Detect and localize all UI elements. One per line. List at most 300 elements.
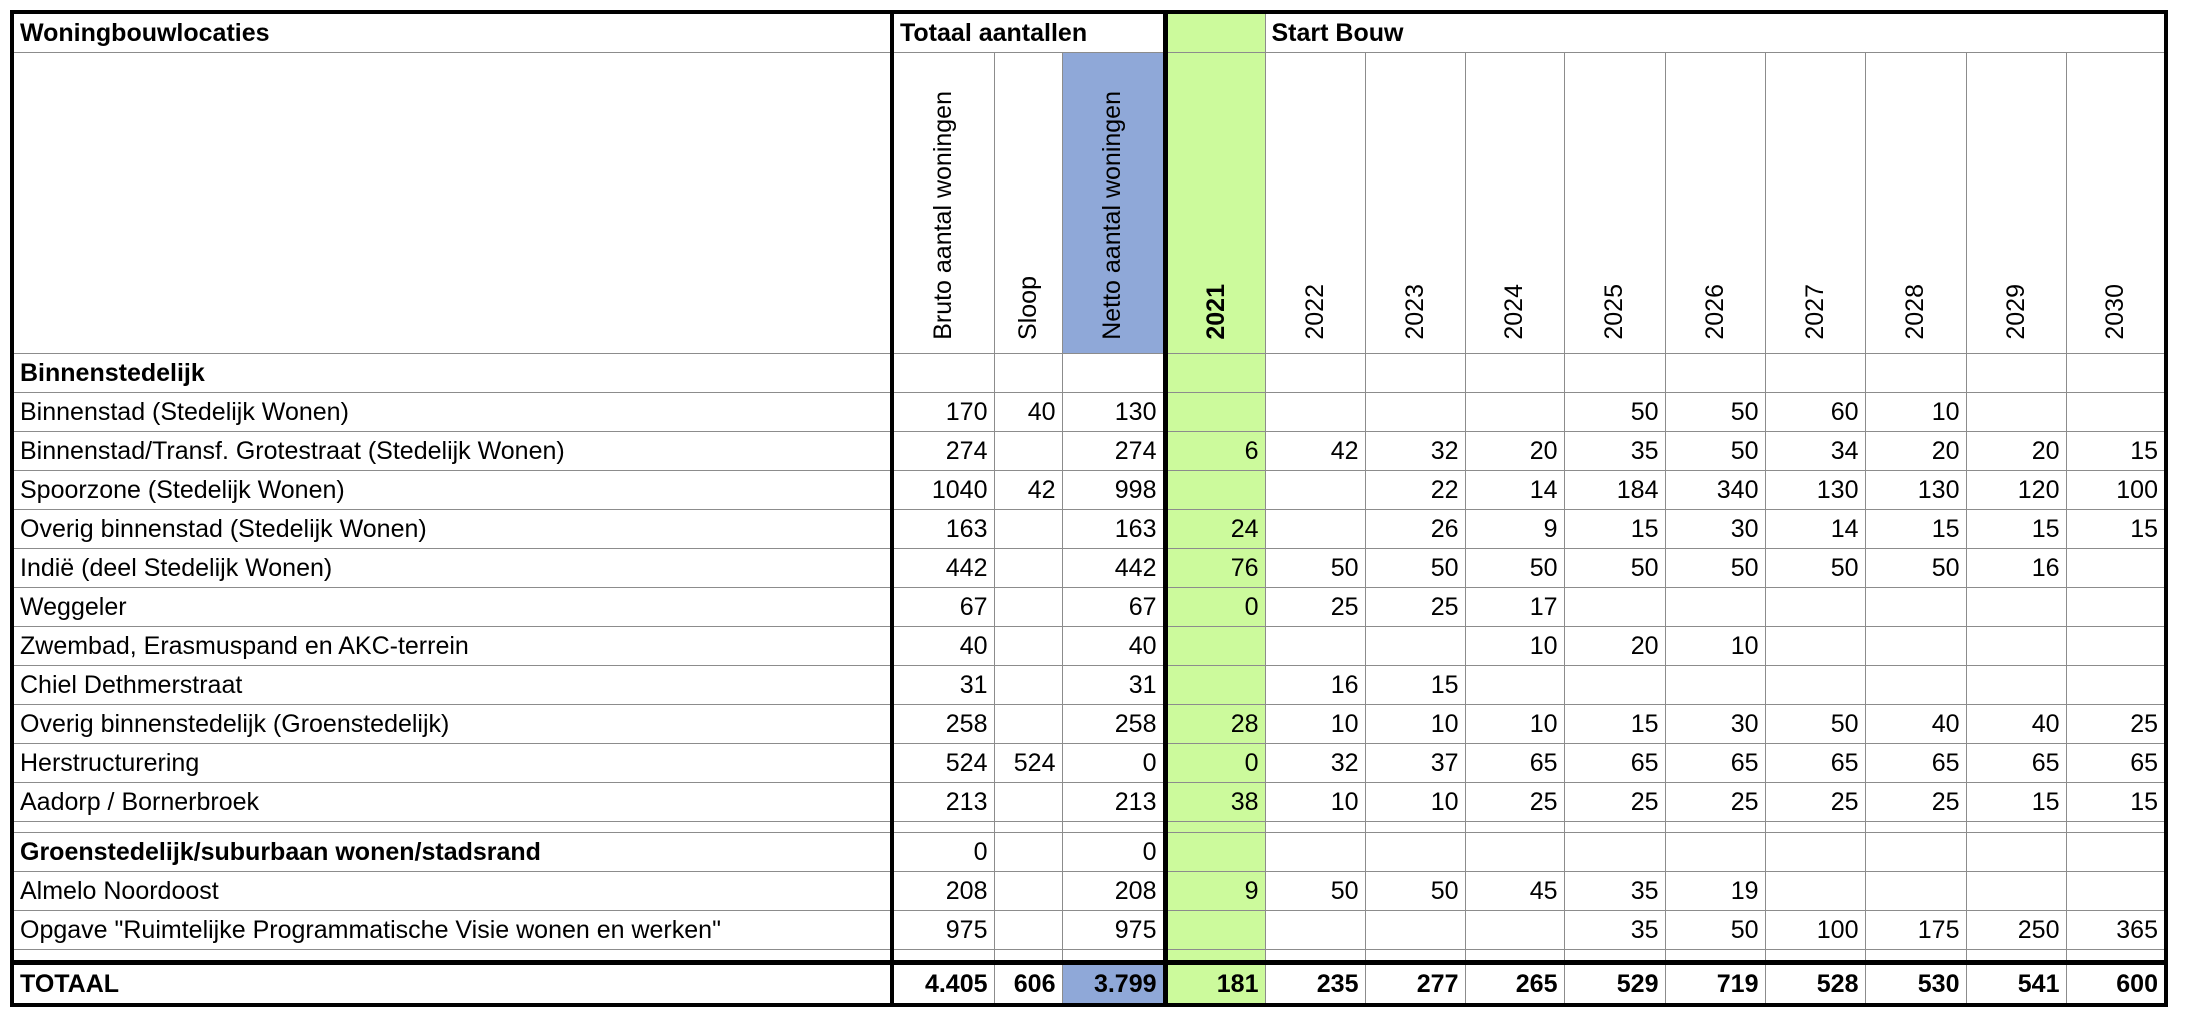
empty-cell	[1365, 950, 1465, 963]
col-year-header	[1765, 53, 1865, 354]
year-value	[1265, 471, 1365, 510]
bruto-value: 40	[892, 627, 994, 666]
netto-value: 40	[1062, 627, 1165, 666]
year-value	[1665, 588, 1765, 627]
bruto-value: 1040	[892, 471, 994, 510]
col-netto-header	[1062, 53, 1165, 354]
year-value	[2066, 588, 2166, 627]
year-value: 25	[1665, 783, 1765, 822]
year-value: 15	[1564, 705, 1665, 744]
table-row	[12, 432, 2166, 471]
year-value: 28	[1165, 705, 1265, 744]
year-value: 16	[1265, 666, 1365, 705]
year-value: 719	[1665, 963, 1765, 1006]
year-value: 16	[1966, 549, 2066, 588]
year-value: 181	[1165, 963, 1265, 1006]
col-bruto-label: Bruto aantal woningen	[929, 91, 958, 340]
year-value: 50	[1665, 393, 1765, 432]
year-value: 50	[1665, 549, 1765, 588]
year-value	[1665, 666, 1765, 705]
empty-cell	[994, 822, 1062, 833]
year-value: 15	[2066, 432, 2166, 471]
year-value: 15	[1365, 666, 1465, 705]
year-value: 15	[1966, 783, 2066, 822]
empty-cell	[1365, 354, 1465, 393]
empty-cell	[994, 950, 1062, 963]
year-value: 25	[2066, 705, 2166, 744]
year-value	[1966, 393, 2066, 432]
table-row	[12, 471, 2166, 510]
year-value: 34	[1765, 432, 1865, 471]
empty-cell	[12, 950, 892, 963]
col-year-header	[1966, 53, 2066, 354]
year-value: 529	[1564, 963, 1665, 1006]
housing-table	[10, 10, 2168, 1007]
empty-cell	[892, 950, 994, 963]
sloop-value	[994, 432, 1062, 471]
year-value: 30	[1665, 510, 1765, 549]
section-total	[12, 963, 2166, 1006]
year-value	[1265, 627, 1365, 666]
year-value: 20	[1564, 627, 1665, 666]
year-label: 2026	[1700, 284, 1729, 340]
year-value: 541	[1966, 963, 2066, 1006]
table-row	[12, 705, 2166, 744]
empty-cell	[892, 822, 994, 833]
empty-cell	[1265, 354, 1365, 393]
year-value: 26	[1365, 510, 1465, 549]
year-value: 22	[1365, 471, 1465, 510]
netto-value: 442	[1062, 549, 1165, 588]
year-value: 50	[1365, 549, 1465, 588]
empty-cell	[2066, 950, 2166, 963]
empty-cell	[1265, 822, 1365, 833]
empty-cell	[1265, 833, 1365, 872]
year-value: 24	[1165, 510, 1265, 549]
year-value: 45	[1465, 872, 1564, 911]
year-value: 40	[1865, 705, 1966, 744]
year-value: 9	[1465, 510, 1564, 549]
sloop-value: 42	[994, 471, 1062, 510]
year-value: 50	[1665, 911, 1765, 950]
netto-value: 130	[1062, 393, 1165, 432]
empty-cell	[1564, 833, 1665, 872]
row-label: Herstructurering	[12, 744, 892, 783]
empty-cell	[1365, 822, 1465, 833]
netto-value: 31	[1062, 666, 1165, 705]
empty-cell	[2066, 833, 2166, 872]
bruto-value: 4.405	[892, 963, 994, 1006]
netto-value: 0	[1062, 833, 1165, 872]
year-value: 65	[1465, 744, 1564, 783]
year-value	[1564, 588, 1665, 627]
year-value	[1165, 666, 1265, 705]
row-label: Zwembad, Erasmuspand en AKC-terrein	[12, 627, 892, 666]
netto-value: 0	[1062, 744, 1165, 783]
year-value	[1966, 872, 2066, 911]
year-value: 100	[2066, 471, 2166, 510]
bruto-value: 524	[892, 744, 994, 783]
year-value: 10	[1365, 783, 1465, 822]
year-value	[1966, 627, 2066, 666]
sloop-value	[994, 510, 1062, 549]
empty-cell	[1564, 950, 1665, 963]
year-value: 10	[1365, 705, 1465, 744]
year-value: 32	[1365, 432, 1465, 471]
table-row	[12, 783, 2166, 822]
year-value: 25	[1865, 783, 1966, 822]
year-value: 528	[1765, 963, 1865, 1006]
year-value	[1765, 627, 1865, 666]
year-value	[2066, 627, 2166, 666]
year-value	[1165, 393, 1265, 432]
year-label: 2029	[2001, 284, 2030, 340]
year-value: 184	[1564, 471, 1665, 510]
year-value	[1265, 911, 1365, 950]
empty-cell	[1265, 950, 1365, 963]
bruto-value: 442	[892, 549, 994, 588]
bruto-value: 163	[892, 510, 994, 549]
col-year-header	[1665, 53, 1765, 354]
bruto-value: 274	[892, 432, 994, 471]
year-value: 25	[1465, 783, 1564, 822]
empty-cell	[1765, 950, 1865, 963]
empty-cell	[1165, 354, 1265, 393]
bruto-value: 975	[892, 911, 994, 950]
year-value: 130	[1765, 471, 1865, 510]
empty-cell	[2066, 354, 2166, 393]
year-value: 14	[1465, 471, 1564, 510]
year-value	[1765, 588, 1865, 627]
sloop-value: 524	[994, 744, 1062, 783]
year-value: 50	[1265, 872, 1365, 911]
year-value	[1966, 588, 2066, 627]
netto-value: 3.799	[1062, 963, 1165, 1006]
year-value: 235	[1265, 963, 1365, 1006]
empty-cell	[1665, 833, 1765, 872]
row-label: Weggeler	[12, 588, 892, 627]
year-value: 0	[1165, 588, 1265, 627]
year-value	[1865, 872, 1966, 911]
year-value	[2066, 393, 2166, 432]
table-row	[12, 911, 2166, 950]
col-bruto-header	[892, 53, 994, 354]
header-totals: Totaal aantallen	[892, 12, 1165, 53]
empty-cell	[1765, 354, 1865, 393]
empty-cell	[1165, 833, 1265, 872]
year-value: 25	[1365, 588, 1465, 627]
year-value: 30	[1665, 705, 1765, 744]
year-value: 15	[1564, 510, 1665, 549]
year-value: 265	[1465, 963, 1564, 1006]
table-row	[12, 872, 2166, 911]
year-value	[1365, 911, 1465, 950]
col-year-header	[1265, 53, 1365, 354]
netto-value: 208	[1062, 872, 1165, 911]
empty-cell	[1564, 822, 1665, 833]
year-value: 277	[1365, 963, 1465, 1006]
year-value	[1365, 393, 1465, 432]
section-binnenstedelijk	[12, 354, 2166, 833]
empty-cell	[1966, 354, 2066, 393]
year-value: 15	[1865, 510, 1966, 549]
bruto-value: 0	[892, 833, 994, 872]
sloop-value	[994, 549, 1062, 588]
col-netto-label: Netto aantal woningen	[1098, 91, 1126, 340]
year-label: 2027	[1800, 284, 1829, 340]
year-value: 20	[1966, 432, 2066, 471]
year-value: 14	[1765, 510, 1865, 549]
year-value: 42	[1265, 432, 1365, 471]
table-row	[12, 744, 2166, 783]
col-year-header	[2066, 53, 2166, 354]
year-value: 100	[1765, 911, 1865, 950]
col-year-header	[1564, 53, 1665, 354]
empty-cell	[1665, 354, 1765, 393]
year-value	[2066, 872, 2166, 911]
empty-cell	[1062, 354, 1165, 393]
year-value: 530	[1865, 963, 1966, 1006]
sloop-value	[994, 872, 1062, 911]
year-value	[2066, 549, 2166, 588]
sloop-value	[994, 666, 1062, 705]
col-year-header	[1865, 53, 1966, 354]
year-value: 50	[1765, 705, 1865, 744]
year-value: 10	[1465, 705, 1564, 744]
empty-cell	[1465, 950, 1564, 963]
year-value: 50	[1564, 393, 1665, 432]
section-groenstedelijk	[12, 833, 2166, 963]
year-label: 2023	[1400, 284, 1429, 340]
header-locations: Woningbouwlocaties	[12, 12, 892, 53]
bruto-value: 67	[892, 588, 994, 627]
table-row	[12, 588, 2166, 627]
year-value: 65	[2066, 744, 2166, 783]
empty-cell	[1765, 833, 1865, 872]
row-label: Binnenstad/Transf. Grotestraat (Stedelijk Wonen)	[12, 432, 892, 471]
section-heading-row	[12, 833, 2166, 872]
year-value: 65	[1765, 744, 1865, 783]
year-value	[1165, 627, 1265, 666]
row-label: Almelo Noordoost	[12, 872, 892, 911]
year-value: 50	[1365, 872, 1465, 911]
sloop-value: 40	[994, 393, 1062, 432]
table-row	[12, 666, 2166, 705]
year-value: 76	[1165, 549, 1265, 588]
table-row	[12, 510, 2166, 549]
empty-cell	[1465, 354, 1564, 393]
empty-cell	[1665, 822, 1765, 833]
year-value	[1765, 872, 1865, 911]
header-blank	[12, 53, 892, 354]
empty-cell	[1865, 950, 1966, 963]
year-label: 2022	[1300, 284, 1329, 340]
empty-cell	[1465, 822, 1564, 833]
year-value	[1765, 666, 1865, 705]
empty-cell	[1966, 833, 2066, 872]
row-label: Chiel Dethmerstraat	[12, 666, 892, 705]
year-value: 9	[1165, 872, 1265, 911]
year-value	[1465, 666, 1564, 705]
year-label: 2030	[2100, 284, 2129, 340]
header-start-spacer	[1165, 12, 1265, 53]
netto-value: 213	[1062, 783, 1165, 822]
empty-cell	[1966, 822, 2066, 833]
year-value	[1465, 393, 1564, 432]
year-value: 175	[1865, 911, 1966, 950]
netto-value: 274	[1062, 432, 1165, 471]
table-row	[12, 627, 2166, 666]
year-value: 25	[1265, 588, 1365, 627]
bruto-value: 170	[892, 393, 994, 432]
year-value: 340	[1665, 471, 1765, 510]
empty-cell	[994, 833, 1062, 872]
col-year-header	[1165, 53, 1265, 354]
section-heading-row	[12, 354, 2166, 393]
row-label: Indië (deel Stedelijk Wonen)	[12, 549, 892, 588]
year-value: 15	[1966, 510, 2066, 549]
year-value: 17	[1465, 588, 1564, 627]
year-value: 35	[1564, 911, 1665, 950]
empty-cell	[2066, 822, 2166, 833]
bruto-value: 31	[892, 666, 994, 705]
year-value: 25	[1564, 783, 1665, 822]
empty-cell	[12, 822, 892, 833]
year-value	[1865, 588, 1966, 627]
year-value	[1966, 666, 2066, 705]
empty-cell	[1165, 950, 1265, 963]
netto-value: 258	[1062, 705, 1165, 744]
bruto-value: 258	[892, 705, 994, 744]
year-value: 25	[1765, 783, 1865, 822]
year-value: 365	[2066, 911, 2166, 950]
empty-cell	[1665, 950, 1765, 963]
col-sloop-label: Sloop	[1013, 276, 1042, 340]
empty-cell	[1865, 833, 1966, 872]
sloop-value	[994, 627, 1062, 666]
empty-cell	[1465, 833, 1564, 872]
year-value: 19	[1665, 872, 1765, 911]
year-value: 60	[1765, 393, 1865, 432]
year-value: 10	[1265, 783, 1365, 822]
year-value: 35	[1564, 872, 1665, 911]
year-value: 10	[1465, 627, 1564, 666]
empty-cell	[1062, 822, 1165, 833]
year-value	[2066, 666, 2166, 705]
netto-value: 67	[1062, 588, 1165, 627]
bruto-value: 213	[892, 783, 994, 822]
year-value: 50	[1765, 549, 1865, 588]
row-label: Overig binnenstad (Stedelijk Wonen)	[12, 510, 892, 549]
year-value: 65	[1865, 744, 1966, 783]
year-value	[1865, 627, 1966, 666]
empty-cell	[1865, 354, 1966, 393]
sloop-value	[994, 705, 1062, 744]
year-value: 15	[2066, 510, 2166, 549]
year-value: 20	[1465, 432, 1564, 471]
year-value	[1564, 666, 1665, 705]
empty-cell	[892, 354, 994, 393]
year-value: 40	[1966, 705, 2066, 744]
section-heading: Binnenstedelijk	[12, 354, 892, 393]
sloop-value	[994, 783, 1062, 822]
year-value: 50	[1564, 549, 1665, 588]
year-value: 130	[1865, 471, 1966, 510]
year-value: 38	[1165, 783, 1265, 822]
separator-row	[12, 950, 2166, 963]
row-label: Opgave "Ruimtelijke Programmatische Visie wonen en werken"	[12, 911, 892, 950]
netto-value: 975	[1062, 911, 1165, 950]
sloop-value	[994, 588, 1062, 627]
year-value: 10	[1265, 705, 1365, 744]
table-wrapper	[10, 10, 2168, 1007]
year-value	[1365, 627, 1465, 666]
year-value	[1865, 666, 1966, 705]
year-value: 0	[1165, 744, 1265, 783]
year-value: 35	[1564, 432, 1665, 471]
row-label: Overig binnenstedelijk (Groenstedelijk)	[12, 705, 892, 744]
bruto-value: 208	[892, 872, 994, 911]
sloop-value	[994, 911, 1062, 950]
year-label: 2028	[1901, 284, 1929, 340]
empty-cell	[1564, 354, 1665, 393]
section-heading: Groenstedelijk/suburbaan wonen/stadsrand	[12, 833, 892, 872]
year-value: 50	[1465, 549, 1564, 588]
year-value: 65	[1665, 744, 1765, 783]
year-label: 2025	[1600, 284, 1628, 340]
year-value: 65	[1564, 744, 1665, 783]
year-value: 120	[1966, 471, 2066, 510]
col-year-header	[1365, 53, 1465, 354]
row-label: Binnenstad (Stedelijk Wonen)	[12, 393, 892, 432]
empty-cell	[1365, 833, 1465, 872]
empty-cell	[1966, 950, 2066, 963]
row-label: Spoorzone (Stedelijk Wonen)	[12, 471, 892, 510]
sloop-value: 606	[994, 963, 1062, 1006]
year-label: 2024	[1500, 284, 1528, 340]
empty-cell	[1062, 950, 1165, 963]
year-value: 10	[1865, 393, 1966, 432]
separator-row	[12, 822, 2166, 833]
header-start: Start Bouw	[1265, 12, 2166, 53]
year-value	[1465, 911, 1564, 950]
year-value	[1265, 393, 1365, 432]
total-row	[12, 963, 2166, 1006]
row-label: Aadorp / Bornerbroek	[12, 783, 892, 822]
year-value: 65	[1966, 744, 2066, 783]
year-value	[1165, 911, 1265, 950]
year-value	[1265, 510, 1365, 549]
col-sloop-header	[994, 53, 1062, 354]
year-value: 6	[1165, 432, 1265, 471]
empty-cell	[1865, 822, 1966, 833]
table-row	[12, 549, 2166, 588]
year-value: 15	[2066, 783, 2166, 822]
year-value: 37	[1365, 744, 1465, 783]
year-value: 20	[1865, 432, 1966, 471]
empty-cell	[1165, 822, 1265, 833]
netto-value: 163	[1062, 510, 1165, 549]
col-year-header	[1465, 53, 1564, 354]
table-row	[12, 393, 2166, 432]
year-value: 50	[1665, 432, 1765, 471]
year-value: 250	[1966, 911, 2066, 950]
year-value: 50	[1865, 549, 1966, 588]
empty-cell	[994, 354, 1062, 393]
row-label: TOTAAL	[12, 963, 892, 1006]
year-value: 10	[1665, 627, 1765, 666]
year-value: 600	[2066, 963, 2166, 1006]
